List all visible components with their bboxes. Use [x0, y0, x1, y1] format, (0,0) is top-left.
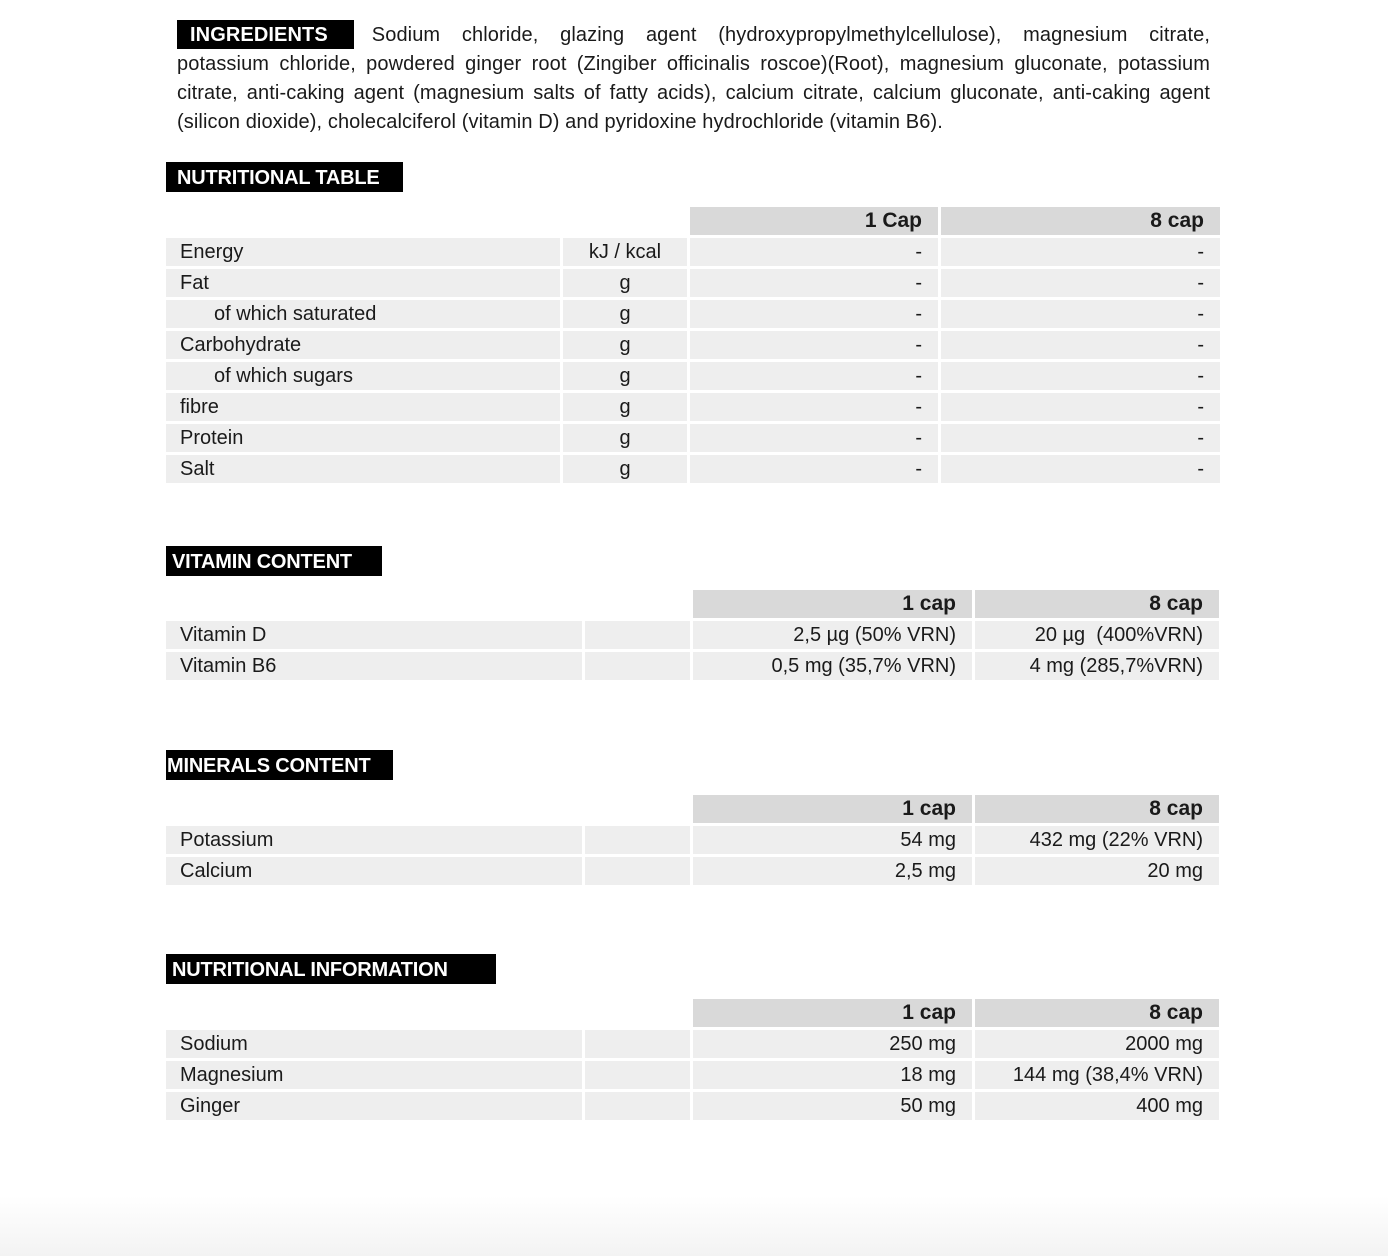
row-label: Potassium — [166, 826, 582, 854]
row-label: Calcium — [166, 857, 582, 885]
row-unit: g — [563, 300, 687, 328]
header-1cap: 1 Cap — [690, 207, 938, 235]
row-value-1cap: 250 mg — [693, 1030, 972, 1058]
ingredients-label: INGREDIENTS — [177, 20, 354, 49]
page-bottom-shadow — [0, 1196, 1388, 1256]
row-value-1cap: 54 mg — [693, 826, 972, 854]
row-unit: g — [563, 269, 687, 297]
row-value-1cap: 50 mg — [693, 1092, 972, 1120]
row-unit — [585, 857, 690, 885]
table-row — [166, 455, 1220, 483]
header-empty — [166, 795, 582, 823]
vitamin-content-title: VITAMIN CONTENT — [166, 546, 382, 576]
row-label: Vitamin D — [166, 621, 582, 649]
row-unit — [585, 826, 690, 854]
row-value-8cap: - — [941, 331, 1220, 359]
row-value-8cap: 400 mg — [975, 1092, 1219, 1120]
row-label: Vitamin B6 — [166, 652, 582, 680]
table-row — [166, 621, 1219, 649]
row-label: Ginger — [166, 1092, 582, 1120]
header-8cap: 8 cap — [975, 590, 1219, 618]
row-label: Energy — [166, 238, 560, 266]
row-unit: g — [563, 362, 687, 390]
row-unit: g — [563, 424, 687, 452]
row-unit: g — [563, 331, 687, 359]
table-row — [166, 238, 1220, 266]
header-empty — [166, 207, 560, 235]
table-row — [166, 652, 1219, 680]
row-unit: g — [563, 393, 687, 421]
ingredients-text: Sodium chloride, glazing agent (hydroxypropylmethylcellulose), magnesium citrate, potassium chloride, powdered ginger root (Zingiber officinalis roscoe)(Root), magnesium gluconate, potassium citrate, anti-caking agent (magnesium salts of fatty acids), calcium citrate, calcium gluconate, anti-caking agent (silicon dioxide), cholecalciferol (vitamin D) and pyridoxine hydrochloride (vitamin B6). — [177, 24, 1210, 133]
table-header-row — [166, 590, 1219, 618]
minerals-content-title: MINERALS CONTENT — [166, 750, 393, 780]
table-row — [166, 1030, 1219, 1058]
row-label: Fat — [166, 269, 560, 297]
table-row — [166, 300, 1220, 328]
row-value-1cap: - — [690, 424, 938, 452]
table-header-row — [166, 795, 1219, 823]
row-value-1cap: 2,5 µg (50% VRN) — [693, 621, 972, 649]
row-unit — [585, 1061, 690, 1089]
row-value-1cap: - — [690, 269, 938, 297]
header-empty — [166, 590, 582, 618]
row-unit — [585, 1092, 690, 1120]
row-value-1cap: 0,5 mg (35,7% VRN) — [693, 652, 972, 680]
row-value-1cap: - — [690, 300, 938, 328]
header-1cap: 1 cap — [693, 999, 972, 1027]
ingredients-paragraph — [177, 20, 1210, 137]
table-row — [166, 857, 1219, 885]
row-value-8cap: - — [941, 362, 1220, 390]
header-empty — [585, 999, 690, 1027]
table-header-row — [166, 207, 1220, 235]
table-row — [166, 826, 1219, 854]
row-value-8cap: - — [941, 300, 1220, 328]
header-8cap: 8 cap — [975, 999, 1219, 1027]
row-value-1cap: 18 mg — [693, 1061, 972, 1089]
header-8cap: 8 cap — [941, 207, 1220, 235]
header-empty — [585, 590, 690, 618]
header-empty — [166, 999, 582, 1027]
row-value-8cap: - — [941, 238, 1220, 266]
row-value-1cap: - — [690, 393, 938, 421]
minerals-content-table — [163, 792, 1222, 888]
table-header-row — [166, 999, 1219, 1027]
header-empty — [585, 795, 690, 823]
row-unit — [585, 652, 690, 680]
row-value-8cap: 2000 mg — [975, 1030, 1219, 1058]
nutritional-information-table — [163, 996, 1222, 1123]
row-unit: kJ / kcal — [563, 238, 687, 266]
row-unit — [585, 621, 690, 649]
table-row — [166, 362, 1220, 390]
row-value-8cap: 144 mg (38,4% VRN) — [975, 1061, 1219, 1089]
table-row — [166, 1061, 1219, 1089]
row-value-1cap: - — [690, 362, 938, 390]
row-label: of which saturated — [166, 300, 560, 328]
table-row — [166, 424, 1220, 452]
table-row — [166, 1092, 1219, 1120]
row-value-8cap: - — [941, 269, 1220, 297]
row-value-8cap: 20 mg — [975, 857, 1219, 885]
row-label: Sodium — [166, 1030, 582, 1058]
header-1cap: 1 cap — [693, 590, 972, 618]
header-empty — [563, 207, 687, 235]
row-value-8cap: 4 mg (285,7%VRN) — [975, 652, 1219, 680]
table-row — [166, 393, 1220, 421]
vitamin-content-table — [163, 587, 1222, 683]
header-1cap: 1 cap — [693, 795, 972, 823]
row-label: fibre — [166, 393, 560, 421]
row-label: of which sugars — [166, 362, 560, 390]
row-value-8cap: - — [941, 424, 1220, 452]
row-unit — [585, 1030, 690, 1058]
table-row — [166, 331, 1220, 359]
row-value-1cap: - — [690, 331, 938, 359]
table-row — [166, 269, 1220, 297]
nutritional-information-title: NUTRITIONAL INFORMATION — [166, 954, 496, 984]
nutritional-table — [163, 204, 1223, 486]
row-value-1cap: 2,5 mg — [693, 857, 972, 885]
header-8cap: 8 cap — [975, 795, 1219, 823]
nutritional-table-title: NUTRITIONAL TABLE — [166, 162, 403, 192]
row-value-8cap: 20 µg (400%VRN) — [975, 621, 1219, 649]
row-label: Salt — [166, 455, 560, 483]
row-value-8cap: - — [941, 393, 1220, 421]
row-unit: g — [563, 455, 687, 483]
row-label: Magnesium — [166, 1061, 582, 1089]
row-value-1cap: - — [690, 238, 938, 266]
row-label: Carbohydrate — [166, 331, 560, 359]
row-value-8cap: 432 mg (22% VRN) — [975, 826, 1219, 854]
row-label: Protein — [166, 424, 560, 452]
row-value-1cap: - — [690, 455, 938, 483]
row-value-8cap: - — [941, 455, 1220, 483]
